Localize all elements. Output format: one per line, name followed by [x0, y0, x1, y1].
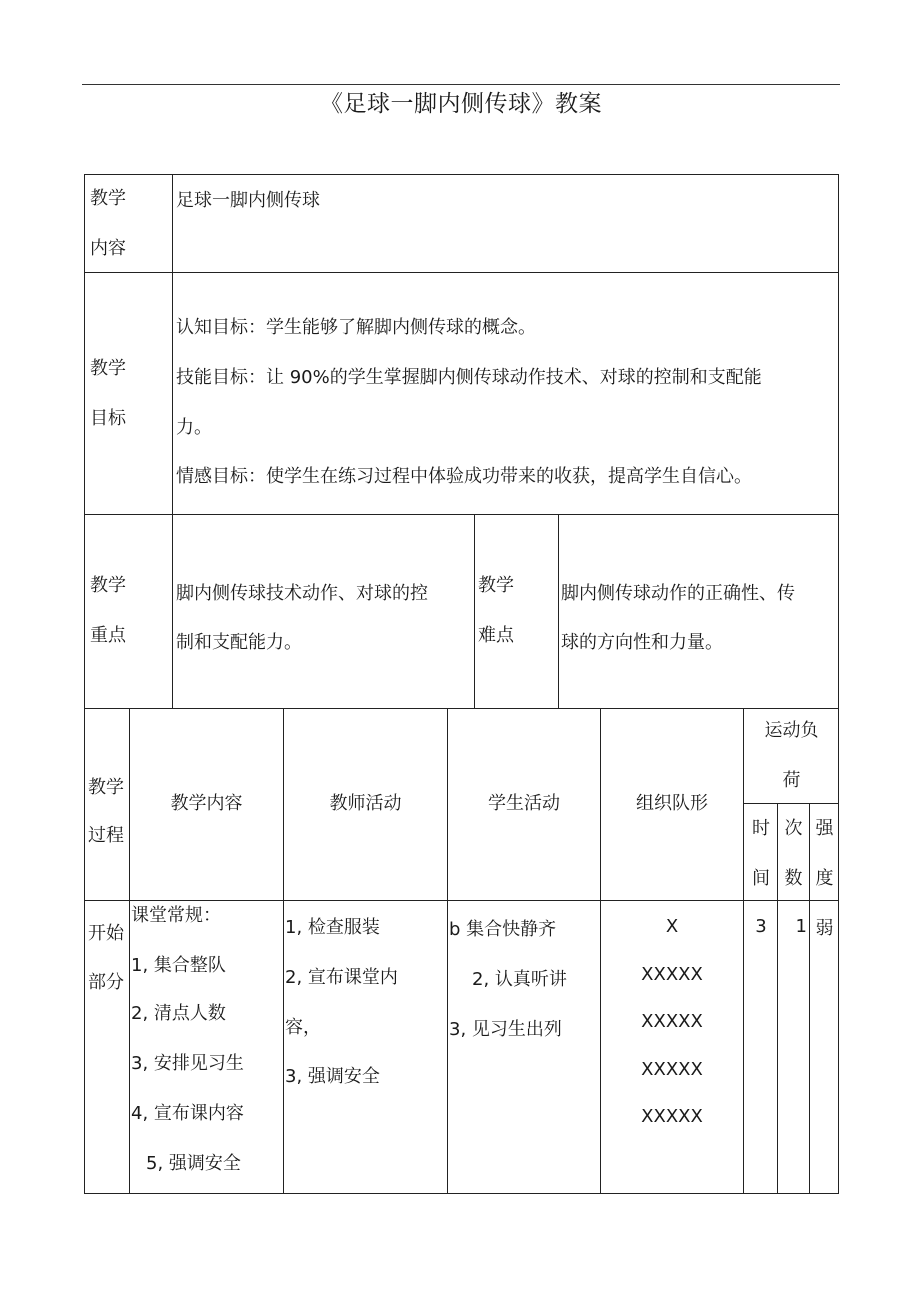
key-label-line1: 教学	[90, 575, 126, 596]
list-item: 1, 集合整队	[131, 955, 226, 976]
table-border-right	[838, 174, 839, 1194]
difficulty-label-line1: 教学	[478, 575, 514, 596]
header-intensity-line1: 强	[815, 818, 834, 839]
list-item: 3, 强调安全	[285, 1066, 380, 1087]
difficulty-line1: 脚内侧传球动作的正确性、传	[561, 583, 795, 604]
list-item: 课堂常规：	[131, 905, 221, 926]
content-label-line1: 教学	[90, 188, 126, 209]
load-divider	[777, 803, 778, 1194]
formation-line: XXXXX	[641, 964, 703, 985]
list-item: b 集合快静齐	[449, 919, 557, 940]
header-exercise-load-line2: 荷	[782, 770, 801, 791]
header-formation: 组织队形	[636, 793, 708, 814]
formation-line: XXXXX	[641, 1011, 703, 1032]
header-count-line1: 次	[784, 818, 803, 839]
list-item: 1, 检查服装	[285, 917, 380, 938]
key-points-line1: 脚内侧传球技术动作、对球的控	[176, 583, 428, 604]
focus-divider	[558, 514, 559, 708]
formation-line: XXXXX	[641, 1106, 703, 1127]
label-column-divider	[172, 174, 173, 708]
header-teaching-content: 教学内容	[170, 793, 243, 814]
row-divider	[84, 272, 839, 273]
start-count-value: 1	[795, 916, 807, 937]
list-item: 2, 宣布课堂内	[285, 967, 398, 988]
process-divider	[129, 708, 130, 1194]
start-label-line1: 开始	[88, 923, 124, 944]
list-item: 2, 清点人数	[131, 1003, 226, 1024]
table-border-left	[84, 174, 85, 1194]
difficulty-line2: 球的方向性和力量。	[561, 632, 723, 653]
list-item: 5, 强调安全	[146, 1153, 241, 1174]
table-border-bottom	[84, 1193, 839, 1194]
start-intensity-value: 弱	[815, 918, 834, 939]
formation-line: XXXXX	[641, 1059, 703, 1080]
list-item: 4, 宣布课内容	[131, 1103, 244, 1124]
load-subheader-divider	[743, 803, 839, 804]
focus-divider	[474, 514, 475, 708]
process-label-line2: 过程	[88, 825, 124, 846]
content-value: 足球一脚内侧传球	[176, 190, 320, 211]
difficulty-label-line2: 难点	[478, 625, 514, 646]
list-item: 容，	[285, 1017, 321, 1038]
list-item: 2, 认真听讲	[472, 969, 567, 990]
header-exercise-load-line1: 运动负	[764, 720, 819, 741]
row-divider	[84, 514, 839, 515]
goals-label-line2: 目标	[90, 408, 126, 429]
content-label-line2: 内容	[90, 238, 126, 259]
process-label-line1: 教学	[88, 777, 124, 798]
process-divider	[447, 708, 448, 1194]
header-time-line1: 时	[752, 818, 770, 839]
row-divider	[84, 900, 839, 901]
lesson-plan-table	[84, 174, 839, 1194]
header-intensity-line2: 度	[815, 868, 834, 889]
header-rule	[82, 84, 840, 85]
key-label-line2: 重点	[90, 625, 126, 646]
header-student-activity: 学生活动	[488, 793, 560, 814]
goals-label-line1: 教学	[90, 358, 126, 379]
formation-line: X	[665, 916, 679, 937]
cognitive-goal: 认知目标：学生能够了解脚内侧传球的概念。	[176, 317, 536, 338]
load-divider	[809, 803, 810, 1194]
start-label-line2: 部分	[88, 972, 124, 993]
skill-goal-line1: 技能目标：让 90%的学生掌握脚内侧传球动作技术、对球的控制和支配能	[176, 367, 762, 388]
process-divider	[283, 708, 284, 1194]
header-time-line2: 间	[752, 868, 770, 889]
header-count-line2: 数	[784, 868, 803, 889]
skill-goal-line2: 力。	[176, 417, 212, 438]
header-teacher-activity: 教师活动	[329, 793, 402, 814]
document-title: 《足球一脚内侧传球》教案	[320, 91, 602, 117]
list-item: 3, 安排见习生	[131, 1053, 244, 1074]
list-item: 3, 见习生出列	[449, 1019, 562, 1040]
start-time-value: 3	[755, 916, 767, 937]
key-points-line2: 制和支配能力。	[176, 632, 302, 653]
affective-goal: 情感目标：使学生在练习过程中体验成功带来的收获，提高学生自信心。	[176, 466, 752, 487]
row-divider	[84, 708, 839, 709]
table-border-top	[84, 174, 839, 175]
